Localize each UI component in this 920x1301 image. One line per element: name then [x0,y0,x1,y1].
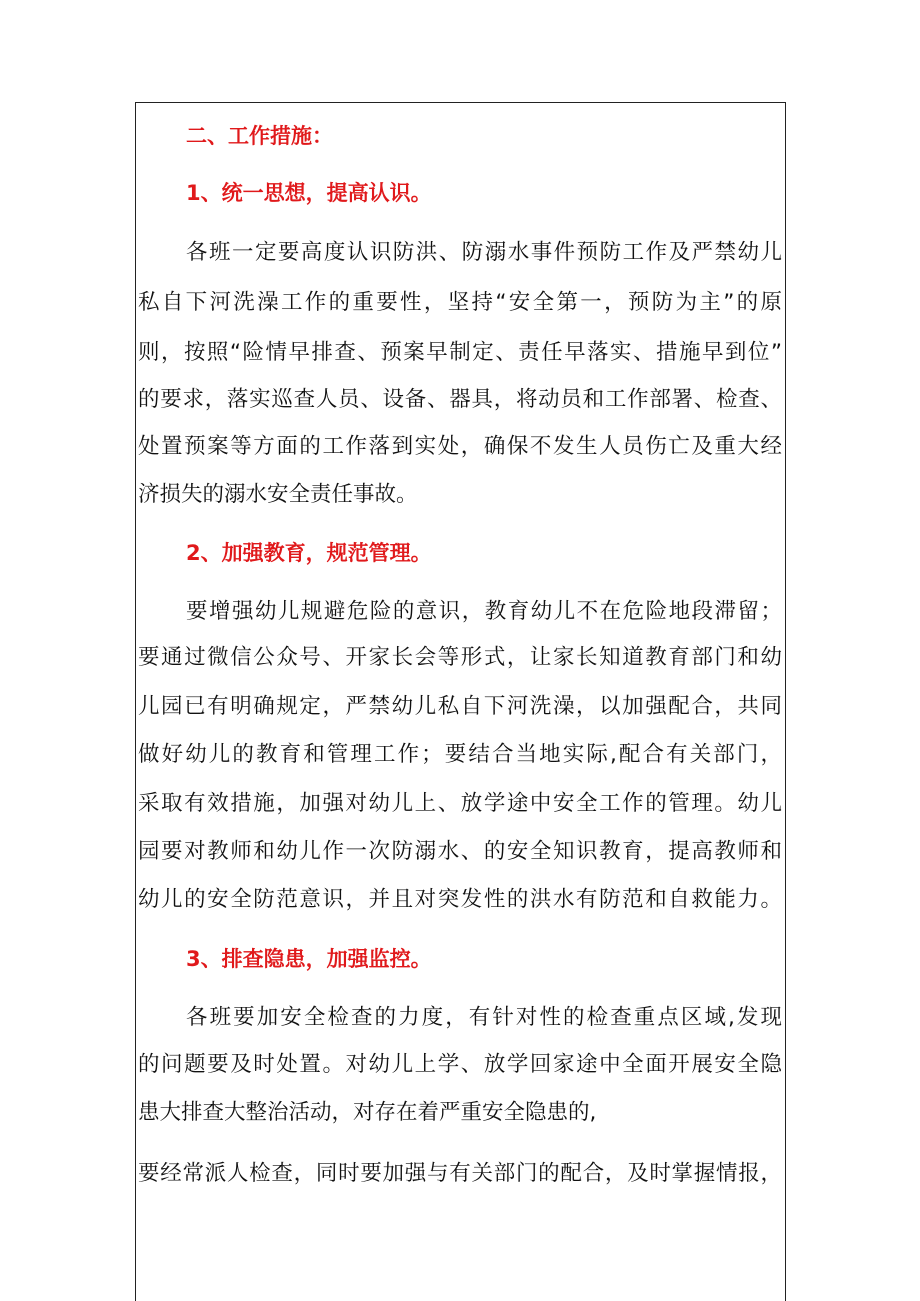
paragraph-line: 要通过微信公众号、开家长会等形式，让家长知道教育部门和幼 [138,645,782,670]
section-2-heading: 2、加强教育，规范管理。 [186,541,432,565]
paragraph-line: 要增强幼儿规避危险的意识，教育幼儿不在危险地段滞留； [186,599,782,624]
paragraph-line: 处置预案等方面的工作落到实处，确保不发生人员伤亡及重大经 [138,434,782,459]
paragraph-line: 做好幼儿的教育和管理工作；要结合当地实际,配合有关部门， [138,742,782,767]
section-1-heading: 1、统一思想，提高认识。 [186,181,432,205]
paragraph-line: 园要对教师和幼儿作一次防溺水、的安全知识教育，提高教师和 [138,839,782,864]
paragraph-line: 幼儿的安全防范意识，并且对突发性的洪水有防范和自救能力。 [138,887,782,912]
paragraph-line: 儿园已有明确规定，严禁幼儿私自下河洗澡，以加强配合，共同 [138,694,782,719]
paragraph-line: 各班一定要高度认识防洪、防溺水事件预防工作及严禁幼儿 [186,240,782,265]
paragraph-line: 的要求，落实巡查人员、设备、器具，将动员和工作部署、检查、 [138,387,782,412]
paragraph-line: 私自下河洗澡工作的重要性，坚持“安全第一，预防为主”的原 [138,290,782,315]
paragraph-line: 济损失的溺水安全责任事故。 [138,482,418,507]
section-title: 二、工作措施： [186,124,333,148]
paragraph-line: 要经常派人检查，同时要加强与有关部门的配合，及时掌握情报， [138,1161,782,1186]
paragraph-line: 采取有效措施，加强对幼儿上、放学途中安全工作的管理。幼儿 [138,791,782,816]
section-3-heading: 3、排查隐患，加强监控。 [186,947,432,971]
paragraph-line: 则，按照“险情早排查、预案早制定、责任早落实、措施早到位” [138,340,782,365]
paragraph-line: 患大排查大整治活动，对存在着严重安全隐患的, [138,1100,597,1125]
paragraph-line: 各班要加安全检查的力度，有针对性的检查重点区域,发现 [186,1005,782,1030]
paragraph-line: 的问题要及时处置。对幼儿上学、放学回家途中全面开展安全隐 [138,1052,782,1077]
